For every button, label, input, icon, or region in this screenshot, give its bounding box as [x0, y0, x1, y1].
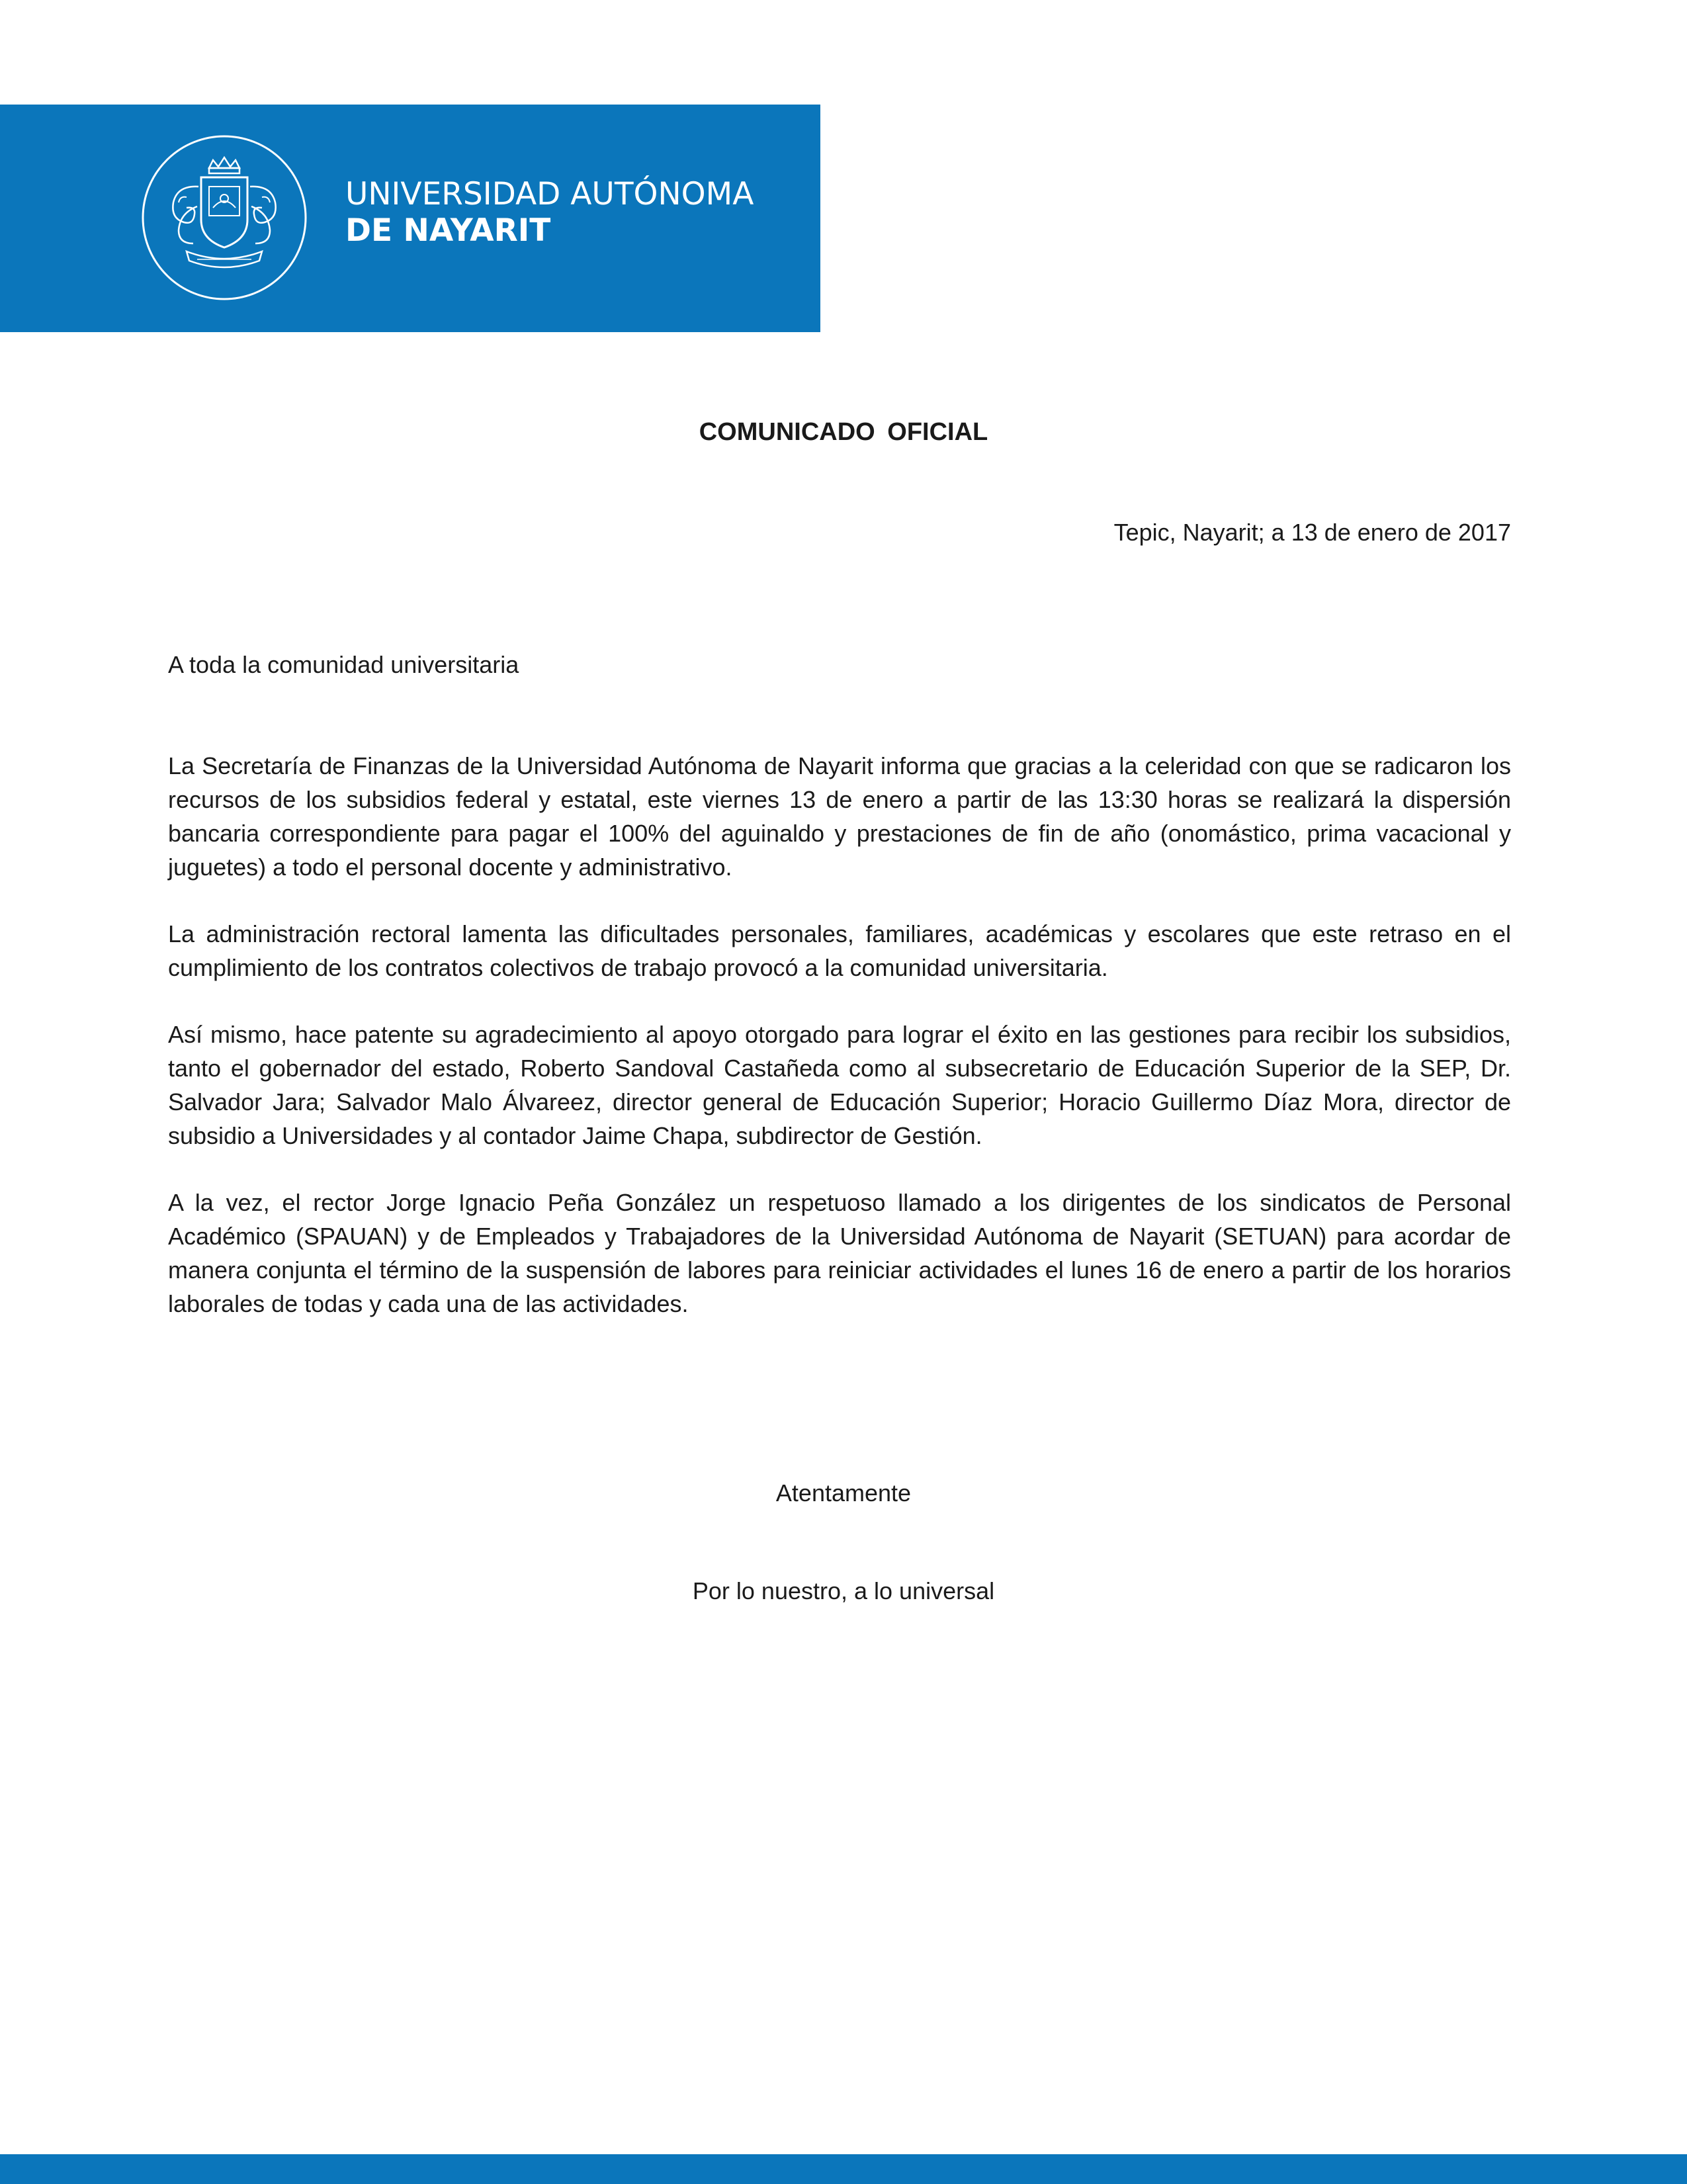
university-name-line1: UNIVERSIDAD AUTÓNOMA — [345, 176, 754, 212]
document-title: COMUNICADO OFICIAL — [699, 418, 988, 446]
body-paragraph: Así mismo, hace patente su agradecimiento al apoyo otorgado para lograr el éxito en las gestiones para recibir los subsidios, tanto el gobernador del estado, Roberto Sandoval Castañeda como al subsecretario de Educación Superior de la SEP, Dr. Salvador Jara; Salvador Malo Álvareez, director general de Educación Superior; Horacio Guillermo Díaz Mora, director de subsidio a Universidades y al contador Jaime Chapa, subdirector de Gestión. — [168, 1021, 1511, 1149]
university-seal-icon — [140, 134, 308, 302]
body-paragraph: La Secretaría de Finanzas de la Universidad Autónoma de Nayarit informa que gracias a la celeridad con que se radicaron los recursos de los subsidios federal y estatal, este viernes 13 de enero a partir de las 13:30 horas se realizará la dispersión bancaria correspondiente para pagar el 100% del aguinaldo y prestaciones de fin de año (onomástico, prima vacacional y juguetes) a todo el personal docente y administrativo. — [168, 752, 1511, 881]
closing: Atentamente — [775, 1479, 912, 1507]
footer-band — [0, 2154, 1687, 2184]
document-body — [168, 749, 1511, 1354]
university-name-line2: DE NAYARIT — [345, 212, 551, 249]
salutation: A toda la comunidad universitaria — [168, 651, 519, 678]
university-name — [345, 176, 754, 249]
body-paragraph: A la vez, el rector Jorge Ignacio Peña González un respetuoso llamado a los dirigentes de los sindicatos de Personal Académico (SPAUAN) y de Empleados y Trabajadores de la Universidad Autónoma de Nayarit (SETUAN) para acordar de manera conjunta el término de la suspensión de labores para reiniciar actividades el lunes 16 de enero a partir de los horarios laborales de todas y cada una de las actividades. — [168, 1189, 1511, 1317]
motto: Por lo nuestro, a lo universal — [692, 1577, 995, 1604]
body-paragraph: La administración rectoral lamenta las dificultades personales, familiares, académicas y escolares que este retraso en el cumplimiento de los contratos colectivos de trabajo provocó a la comunidad universitaria. — [168, 920, 1511, 981]
date-line: Tepic, Nayarit; a 13 de enero de 2017 — [1113, 519, 1511, 546]
